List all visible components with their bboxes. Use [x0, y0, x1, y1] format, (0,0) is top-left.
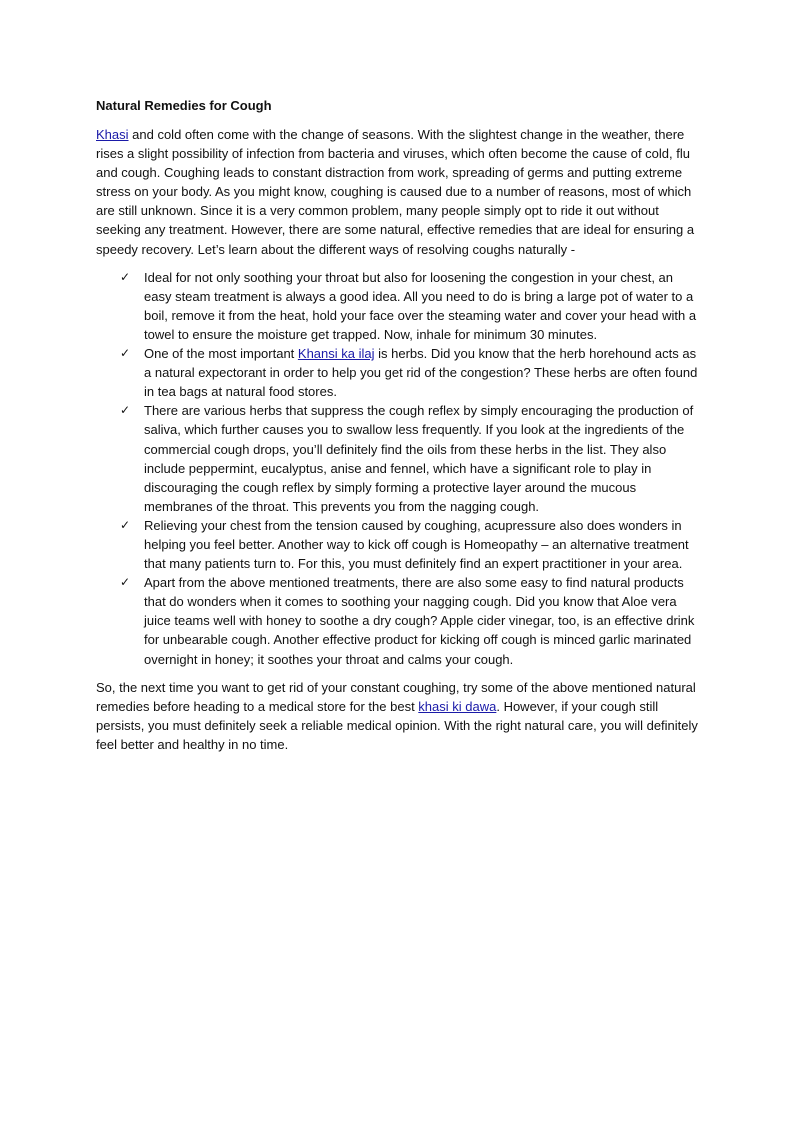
intro-text: and cold often come with the change of seasons. With the slightest change in the weather, there rises a slight possibility of infection from bacteria and viruses, which often become the cause of cold, flu and cough. Coughing leads to constant distraction from work, spreading of germs and putting extreme stress on your body. As you might know, coughing is caused due to a number of reasons, most of which are still unknown. Since it is a very common problem, many people simply opt to ride it out without seeking any treatment. However, there are some natural, effective remedies that are ideal for ensuring a speedy recovery. Let’s learn about the different ways of resolving coughs naturally - [96, 127, 695, 257]
checkmark-icon: ✓ [120, 575, 131, 590]
khansi-ka-ilaj-link[interactable]: Khansi ka ilaj [297, 346, 375, 362]
list-item [96, 344, 700, 401]
conclusion-paragraph [96, 678, 700, 754]
list-item [96, 573, 700, 668]
khasi-ki-dawa-link[interactable]: khasi ki dawa [418, 698, 497, 714]
list-item-text: Ideal for not only soothing your throat but also for loosening the congestion in your chest, an easy steam treatment is always a good idea. All you need to do is bring a large pot of water to a boil, remove it from the heat, hold your face over the steaming water and cover your head with a towel to ensure the moisture get trapped. Now, inhale for minimum 30 minutes. [144, 269, 697, 342]
checkmark-icon: ✓ [120, 346, 131, 361]
list-item-text: Relieving your chest from the tension caused by coughing, acupressure also does wonders in helping you feel better. Another way to kick off cough is Homeopathy – an alternative treatment that many patients turn to. For this, you must definitely find an expert practitioner in your area. [144, 517, 689, 572]
remedies-list [96, 268, 700, 669]
intro-paragraph [96, 125, 700, 259]
list-item-text: There are various herbs that suppress the cough reflex by simply encouraging the production of saliva, which further causes you to swallow less frequently. If you look at the ingredients of the commercial cough drops, you’ll definitely find the oils from these herbs in the list. They also include peppermint, eucalyptus, anise and fennel, which have a significant role to play in discouraging the cough reflex by simply forming a protective layer around the mucous membranes of the throat. This prevents you from the nagging cough. [144, 403, 694, 514]
checkmark-icon: ✓ [120, 517, 131, 532]
conclusion-text-after: . However, if your cough still persists, you must definitely seek a reliable medical opinion. With the right natural care, you will definitely feel better and healthy in no time. [96, 698, 698, 752]
checkmark-icon: ✓ [120, 403, 131, 418]
conclusion-text-before: So, the next time you want to get rid of your constant coughing, try some of the above mentioned natural remedies before heading to a medical store for the best [96, 679, 696, 714]
checkmark-icon: ✓ [120, 269, 131, 284]
list-item [96, 516, 700, 573]
list-item-text-after: is herbs. Did you know that the herb horehound acts as a natural expectorant in order to help you get rid of the congestion? These herbs are often found in tea bags at natural food stores. [144, 346, 698, 400]
khasi-link[interactable]: Khasi [96, 127, 129, 142]
list-item-text: Apart from the above mentioned treatments, there are also some easy to find natural products that do wonders when it comes to soothing your nagging cough. Did you know that Aloe vera juice teams well with honey to soothe a dry cough? Apple cider vinegar, too, is an effective drink for unbearable cough. Another effective product for kicking off cough is minced garlic marinated overnight in honey; it soothes your throat and calms your cough. [144, 575, 695, 667]
list-item-text-before: One of the most important [144, 346, 298, 362]
document-page [96, 96, 700, 763]
list-item [96, 268, 700, 344]
document-title: Natural Remedies for Cough [96, 98, 272, 113]
list-item [96, 401, 700, 516]
